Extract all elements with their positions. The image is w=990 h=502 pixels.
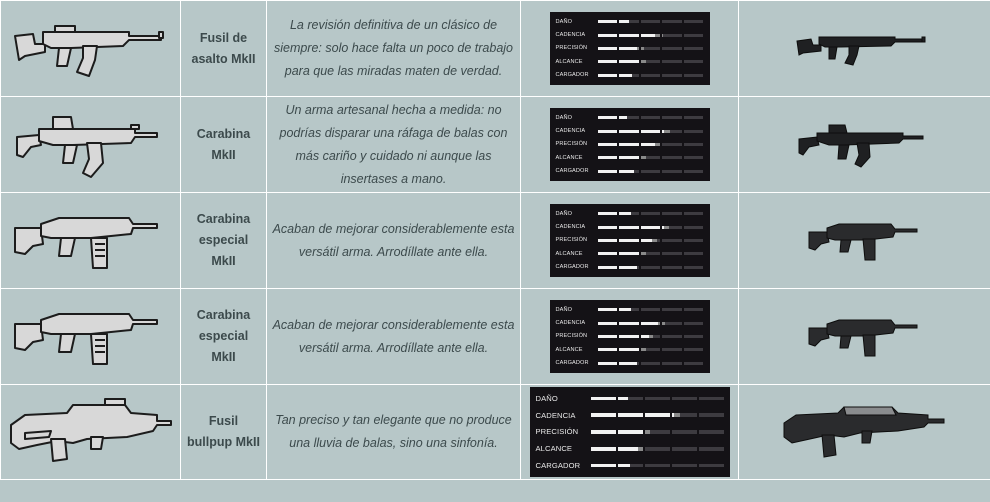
- table-row: [1, 193, 990, 289]
- weapon-icon-cell: [1, 1, 181, 97]
- stat-bar-segment: [641, 266, 661, 269]
- stat-row: [536, 390, 724, 407]
- weapon-name-line: Fusil: [208, 414, 239, 428]
- stat-bar-segment: [684, 348, 704, 351]
- stat-bar: [591, 430, 724, 434]
- weapon-name-line: Fusil de: [199, 30, 248, 45]
- stat-bar-segment: [662, 143, 682, 146]
- stat-bar: [598, 34, 704, 37]
- stat-row: [536, 440, 724, 457]
- stat-bar-segment: [684, 252, 704, 255]
- stat-bar-segment: [619, 308, 639, 311]
- stat-bar-segment: [619, 322, 639, 325]
- stat-label: CADENCIA: [535, 410, 576, 420]
- stats-cell: [521, 289, 739, 385]
- bullpup-rifle-mk2-image: [780, 397, 950, 467]
- stat-bar-segment: [619, 156, 639, 159]
- stat-bar-segment: [598, 170, 618, 173]
- stat-bar-segment: [598, 20, 618, 23]
- stat-label: PRECISIÓN: [555, 237, 588, 244]
- weapon-icon-cell: [1, 193, 181, 289]
- weapon-description: Un arma artesanal hecha a medida: no podrías disparar una ráfaga de balas con más cariño y cuidado ni aunque las insertases a mano.: [267, 97, 521, 193]
- stats-cell: [521, 193, 739, 289]
- weapon-image-cell: [739, 1, 990, 97]
- stat-bar-segment: [699, 430, 724, 434]
- stat-bar: [598, 335, 704, 338]
- stat-bar: [591, 464, 724, 468]
- special-carbine-mk2-image: [805, 218, 925, 264]
- stat-bar-segment: [598, 212, 618, 215]
- table-row: [1, 289, 990, 385]
- stat-bar-segment: [641, 308, 661, 311]
- stat-bar-segment: [662, 34, 682, 37]
- stat-bar: [598, 20, 704, 23]
- stat-bar: [598, 308, 704, 311]
- stat-bar-segment: [591, 464, 616, 468]
- stat-bar-segment: [684, 47, 704, 50]
- stat-bar-segment: [645, 447, 670, 451]
- stat-bar: [598, 212, 704, 215]
- stat-bar-segment: [619, 212, 639, 215]
- stat-bar: [598, 143, 704, 146]
- stat-row: [556, 69, 704, 82]
- stat-bar-segment: [662, 60, 682, 63]
- weapon-name-line: bullpup MkII: [187, 435, 260, 449]
- weapon-name-line: asalto MkII: [191, 51, 256, 66]
- stat-bar-segment: [641, 34, 661, 37]
- stat-bar-segment: [618, 447, 643, 451]
- stat-bar-segment: [598, 226, 618, 229]
- stat-bar-segment: [598, 143, 618, 146]
- stat-bar-segment: [598, 252, 618, 255]
- stat-bar-segment: [619, 20, 639, 23]
- stat-bar-segment: [619, 348, 639, 351]
- stat-bar-segment: [641, 74, 661, 77]
- stat-label: DAÑO: [555, 114, 573, 121]
- stat-bar-segment: [641, 60, 661, 63]
- stat-bar-segment: [598, 116, 618, 119]
- stat-bar-segment: [619, 47, 639, 50]
- table-row: [1, 97, 990, 193]
- stat-bar-segment: [619, 170, 639, 173]
- stat-bar-segment: [619, 60, 639, 63]
- stat-bar-segment: [618, 430, 643, 434]
- stat-bar-segment: [641, 362, 661, 365]
- weapon-name-line: MkII: [211, 147, 236, 162]
- stat-bar-segment: [641, 348, 661, 351]
- stat-bar-segment: [591, 397, 616, 401]
- stat-row: [556, 151, 704, 164]
- stat-row: [556, 28, 704, 41]
- stat-bar-segment: [684, 266, 704, 269]
- stat-label: PRECISIÓN: [555, 333, 588, 340]
- stat-bar-segment: [641, 170, 661, 173]
- stat-bar: [598, 322, 704, 325]
- weapon-name-line: Carabina: [196, 308, 251, 322]
- stat-label: PRECISIÓN: [555, 141, 588, 148]
- stat-bar-segment: [684, 239, 704, 242]
- stat-bar-segment: [684, 226, 704, 229]
- weapon-name-line: Carabina: [196, 212, 251, 226]
- stat-bar-segment: [598, 335, 618, 338]
- stat-bar-segment: [598, 60, 618, 63]
- weapon-image-cell: [739, 385, 990, 480]
- stat-bar-segment: [684, 322, 704, 325]
- stat-bar: [591, 447, 724, 451]
- stat-bar-segment: [645, 413, 670, 417]
- stat-label: ALCANCE: [555, 250, 583, 257]
- stat-bar-segment: [618, 413, 643, 417]
- stat-bar-segment: [619, 116, 639, 119]
- stat-bar-segment: [645, 430, 670, 434]
- stat-bar-segment: [684, 156, 704, 159]
- stat-row: [556, 303, 704, 316]
- stat-bar-segment: [699, 464, 724, 468]
- stats-cell: [521, 385, 739, 480]
- stat-bar-segment: [619, 362, 639, 365]
- stat-bar: [598, 156, 704, 159]
- stat-bar: [591, 413, 724, 417]
- stat-bar-segment: [641, 156, 661, 159]
- stat-bar-segment: [598, 34, 618, 37]
- stat-bar-segment: [598, 362, 618, 365]
- stat-bar: [591, 397, 724, 401]
- stat-row: [556, 220, 704, 233]
- stat-bar-segment: [619, 335, 639, 338]
- stat-bar-segment: [598, 266, 618, 269]
- stat-row: [556, 316, 704, 329]
- stat-bar: [598, 348, 704, 351]
- weapon-image-cell: [739, 97, 990, 193]
- stat-row: [556, 357, 704, 370]
- weapon-name-cell: [181, 385, 267, 480]
- stat-label: CARGADOR: [555, 72, 589, 79]
- stat-row: [556, 165, 704, 178]
- stat-bar-segment: [662, 308, 682, 311]
- stat-row: [556, 247, 704, 260]
- stat-bar-segment: [662, 226, 682, 229]
- stat-bar-segment: [662, 239, 682, 242]
- weapon-icon-cell: [1, 97, 181, 193]
- stat-row: [556, 261, 704, 274]
- stat-bar-segment: [618, 397, 643, 401]
- stat-label: DAÑO: [555, 18, 573, 25]
- stat-label: CADENCIA: [555, 224, 586, 231]
- table-row: [1, 1, 990, 97]
- stat-bar-segment: [662, 74, 682, 77]
- stat-bar-segment: [619, 239, 639, 242]
- stat-row: [556, 55, 704, 68]
- stat-bar-segment: [662, 266, 682, 269]
- stats-cell: [521, 1, 739, 97]
- special-carbine-mk2-icon: [11, 304, 171, 370]
- stat-bar: [598, 362, 704, 365]
- weapon-description: Acaban de mejorar considerablemente esta versátil arma. Arrodíllate ante ella.: [267, 193, 521, 289]
- weapon-name-line: MkII: [211, 254, 236, 268]
- weapon-name-line: Carabina: [196, 126, 251, 141]
- stat-bar-segment: [641, 335, 661, 338]
- stat-label: CADENCIA: [555, 32, 586, 39]
- carbine-rifle-mk2-icon: [11, 107, 171, 183]
- stats-panel: [550, 108, 710, 181]
- stat-bar-segment: [619, 34, 639, 37]
- stat-row: [536, 457, 724, 474]
- stat-row: [556, 207, 704, 220]
- stat-bar-segment: [641, 20, 661, 23]
- table-row: [1, 385, 990, 480]
- stat-bar-segment: [662, 130, 682, 133]
- bullpup-rifle-mk2-icon: [7, 397, 175, 467]
- stat-bar-segment: [662, 362, 682, 365]
- stat-bar-segment: [662, 20, 682, 23]
- stat-bar-segment: [662, 47, 682, 50]
- assault-rifle-mk2-icon: [11, 14, 171, 84]
- stat-bar-segment: [591, 413, 616, 417]
- weapon-name-cell: [181, 97, 267, 193]
- assault-rifle-mk2-image: [795, 29, 935, 69]
- stat-bar-segment: [684, 308, 704, 311]
- weapon-description: Tan preciso y tan elegante que no produce una lluvia de balas, sino una sinfonía.: [267, 385, 521, 480]
- stat-bar: [598, 74, 704, 77]
- stat-label: ALCANCE: [535, 444, 573, 454]
- stat-bar-segment: [684, 130, 704, 133]
- stat-bar-segment: [641, 252, 661, 255]
- stat-bar: [598, 116, 704, 119]
- weapon-name-cell: [181, 289, 267, 385]
- weapon-name-line: especial: [198, 329, 249, 343]
- stat-bar: [598, 130, 704, 133]
- stat-bar-segment: [598, 308, 618, 311]
- carbine-rifle-mk2-image: [795, 119, 935, 171]
- stat-row: [556, 124, 704, 137]
- stat-bar-segment: [662, 252, 682, 255]
- stat-bar-segment: [684, 335, 704, 338]
- stats-cell: [521, 97, 739, 193]
- weapon-image-cell: [739, 289, 990, 385]
- stat-bar-segment: [591, 447, 616, 451]
- stat-bar: [598, 266, 704, 269]
- stat-label: ALCANCE: [555, 346, 583, 353]
- stat-bar-segment: [619, 266, 639, 269]
- stat-bar-segment: [684, 143, 704, 146]
- stat-bar-segment: [662, 170, 682, 173]
- stat-bar-segment: [641, 322, 661, 325]
- stat-bar: [598, 47, 704, 50]
- stat-bar-segment: [598, 156, 618, 159]
- stat-bar-segment: [619, 226, 639, 229]
- stat-bar-segment: [598, 322, 618, 325]
- stat-bar: [598, 239, 704, 242]
- stat-label: PRECISIÓN: [555, 45, 588, 52]
- special-carbine-mk2-image: [805, 314, 925, 360]
- weapon-name-line: especial: [198, 233, 249, 247]
- stat-label: CARGADOR: [555, 264, 589, 271]
- stat-bar-segment: [619, 252, 639, 255]
- special-carbine-mk2-icon: [11, 208, 171, 274]
- weapon-description: Acaban de mejorar considerablemente esta versátil arma. Arrodíllate ante ella.: [267, 289, 521, 385]
- stat-label: ALCANCE: [555, 154, 583, 161]
- stat-label: CARGADOR: [555, 168, 589, 175]
- stat-bar-segment: [672, 430, 697, 434]
- stat-bar-segment: [684, 212, 704, 215]
- weapon-name-line: MkII: [211, 350, 236, 364]
- stat-bar-segment: [598, 47, 618, 50]
- weapon-name-cell: [181, 193, 267, 289]
- weapon-icon-cell: [1, 385, 181, 480]
- stat-bar-segment: [662, 156, 682, 159]
- stat-bar-segment: [641, 47, 661, 50]
- stat-bar: [598, 252, 704, 255]
- stat-bar-segment: [662, 116, 682, 119]
- stat-bar-segment: [672, 447, 697, 451]
- stat-bar-segment: [699, 397, 724, 401]
- stat-bar: [598, 226, 704, 229]
- stat-bar-segment: [598, 130, 618, 133]
- stat-bar-segment: [641, 226, 661, 229]
- stat-row: [556, 234, 704, 247]
- stat-bar-segment: [699, 447, 724, 451]
- stat-bar-segment: [598, 348, 618, 351]
- stat-bar-segment: [662, 212, 682, 215]
- stats-panel: [550, 204, 710, 277]
- stat-bar-segment: [641, 212, 661, 215]
- stat-label: CARGADOR: [555, 360, 589, 367]
- stat-bar-segment: [598, 239, 618, 242]
- stat-bar-segment: [684, 170, 704, 173]
- stat-bar-segment: [619, 74, 639, 77]
- stat-row: [556, 330, 704, 343]
- stat-row: [536, 424, 724, 441]
- stat-bar-segment: [662, 335, 682, 338]
- stat-row: [556, 111, 704, 124]
- stat-bar-segment: [684, 60, 704, 63]
- stat-row: [556, 42, 704, 55]
- stat-bar-segment: [645, 464, 670, 468]
- stat-row: [556, 343, 704, 356]
- stat-bar-segment: [662, 348, 682, 351]
- stat-bar-segment: [618, 464, 643, 468]
- weapon-description: La revisión definitiva de un clásico de siempre: solo hace falta un poco de trabajo para que las miradas maten de verdad.: [267, 1, 521, 97]
- stat-label: PRECISIÓN: [535, 427, 579, 437]
- weapon-icon-cell: [1, 289, 181, 385]
- stat-bar-segment: [672, 464, 697, 468]
- stats-panel: [530, 387, 730, 477]
- stat-bar-segment: [645, 397, 670, 401]
- stat-label: DAÑO: [555, 210, 573, 217]
- stat-bar-segment: [641, 143, 661, 146]
- stat-label: CADENCIA: [555, 128, 586, 135]
- weapon-name-cell: [181, 1, 267, 97]
- stat-bar-segment: [684, 116, 704, 119]
- stat-bar-segment: [598, 74, 618, 77]
- stat-bar-segment: [641, 239, 661, 242]
- stat-label: CADENCIA: [555, 320, 586, 327]
- stat-label: DAÑO: [555, 306, 573, 313]
- stat-bar-segment: [591, 430, 616, 434]
- weapon-image-cell: [739, 193, 990, 289]
- stat-bar-segment: [684, 20, 704, 23]
- stat-bar-segment: [619, 130, 639, 133]
- stat-label: DAÑO: [535, 393, 558, 403]
- stats-panel: [550, 300, 710, 373]
- stat-row: [536, 407, 724, 424]
- stat-bar-segment: [684, 362, 704, 365]
- stat-bar: [598, 170, 704, 173]
- stat-row: [556, 15, 704, 28]
- stat-bar-segment: [619, 143, 639, 146]
- stats-panel: [550, 12, 710, 85]
- stat-label: ALCANCE: [555, 58, 583, 65]
- stat-bar-segment: [699, 413, 724, 417]
- stat-bar-segment: [672, 413, 697, 417]
- stat-bar-segment: [641, 116, 661, 119]
- stat-bar-segment: [672, 397, 697, 401]
- stat-row: [556, 138, 704, 151]
- stat-bar: [598, 60, 704, 63]
- stat-bar-segment: [684, 74, 704, 77]
- stat-bar-segment: [641, 130, 661, 133]
- stat-bar-segment: [684, 34, 704, 37]
- stat-bar-segment: [662, 322, 682, 325]
- stat-label: CARGADOR: [535, 461, 581, 471]
